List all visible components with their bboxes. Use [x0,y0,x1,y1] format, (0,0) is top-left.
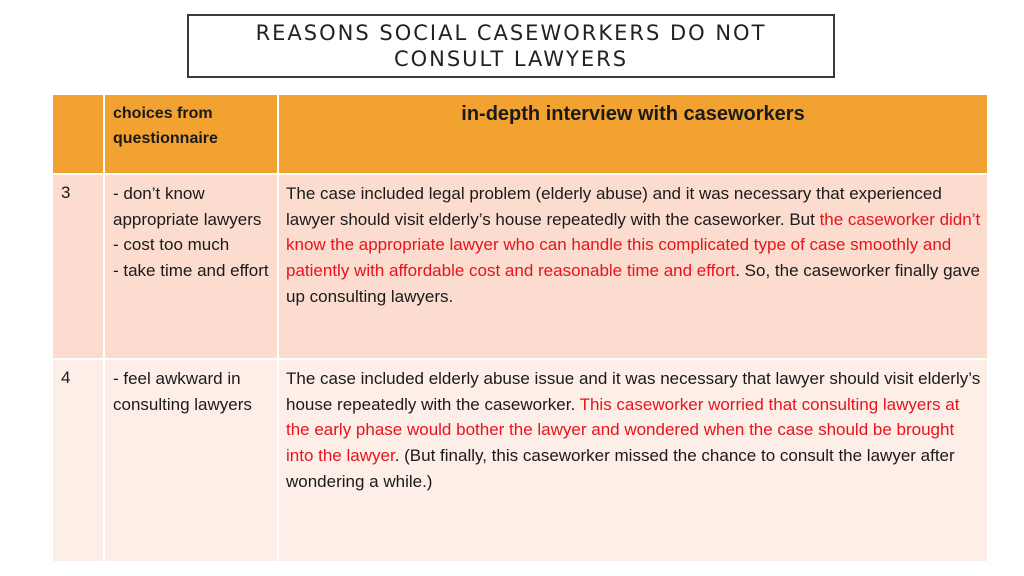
table-row [52,359,988,562]
interview-text-end: . (But finally, this caseworker missed the chance to consult the lawyer after wondering a while.) [286,446,955,491]
row-number: 4 [52,359,104,562]
interview-highlight: the caseworker didn’t know the appropriate lawyer who can handle this complicated type of case smoothly and patiently with affordable cost and reasonable time and effort [286,209,981,281]
slide-title [187,14,835,78]
header-number [52,94,104,174]
choice-item: - feel awkward in consulting lawyers [113,369,252,414]
interview-cell [278,174,988,359]
choice-item: - don’t know appropriate lawyers [113,184,262,229]
choices-cell [104,359,278,562]
slide-title-line-1: REASONS SOCIAL CASEWORKERS DO NOT [255,21,767,45]
interview-text-end: . So, the caseworker finally gave up consulting lawyers. [286,261,980,306]
header-interview: in-depth interview with caseworkers [278,94,988,174]
row-number: 3 [52,174,104,359]
interview-text: The case included legal problem (elderly abuse) and it was necessary that experienced lawyer should visit elderly’s house repeatedly with the caseworker. But [286,184,942,229]
table-row [52,174,988,359]
interview-text: The case included elderly abuse issue and it was necessary that lawyer should visit elderly’s house repeatedly with the caseworker. [286,369,981,414]
table-header-row [52,94,988,174]
reasons-table [51,93,989,563]
interview-highlight: This caseworker worried that consulting lawyers at the early phase would bother the lawyer and wondered when the case should be brought into the lawyer [286,394,960,466]
choice-item: - take time and effort [113,261,269,281]
choice-item: - cost too much [113,235,230,255]
choices-cell [104,174,278,359]
slide-title-line-2: CONSULT LAWYERS [393,47,629,71]
header-choices: choices from questionnaire [104,94,278,174]
interview-cell [278,359,988,562]
